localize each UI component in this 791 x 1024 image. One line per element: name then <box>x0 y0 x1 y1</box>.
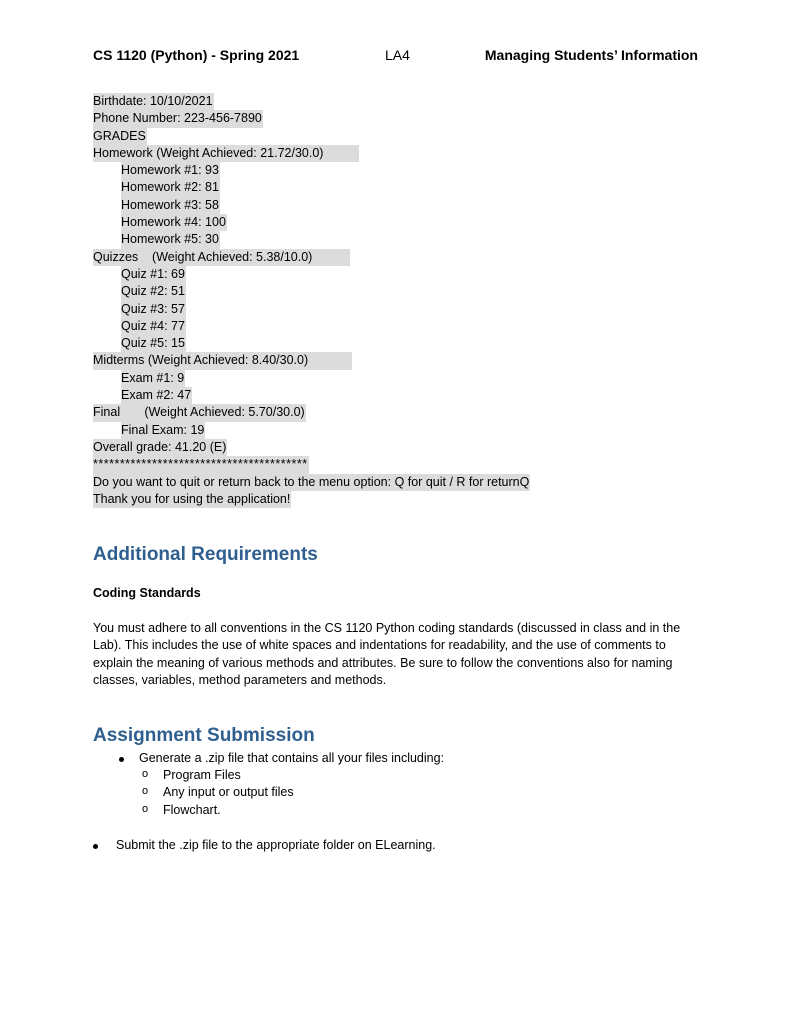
quiz-item: Quiz #5: 15 <box>121 335 186 352</box>
console-line <box>93 145 713 162</box>
console-line <box>93 318 713 335</box>
sub-item-program-files: Program Files <box>163 768 241 782</box>
homework-item: Homework #5: 30 <box>121 231 220 248</box>
additional-requirements-heading: Additional Requirements <box>93 544 318 565</box>
homework-item: Homework #4: 100 <box>121 214 227 231</box>
midterms-header: Midterms (Weight Achieved: 8.40/30.0) <box>93 352 352 369</box>
birthdate-line: Birthdate: 10/10/2021 <box>93 93 214 110</box>
console-line <box>93 370 713 387</box>
homework-item: Homework #2: 81 <box>121 179 220 196</box>
phone-line: Phone Number: 223-456-7890 <box>93 110 263 127</box>
console-line <box>93 231 713 248</box>
console-line <box>93 491 713 508</box>
grades-label: GRADES <box>93 128 147 145</box>
console-line <box>93 422 713 439</box>
bullet-icon <box>93 844 98 849</box>
console-line <box>93 110 713 127</box>
homework-item: Homework #1: 93 <box>121 162 220 179</box>
bullet-generate-zip: Generate a .zip file that contains all your files including: <box>139 751 445 765</box>
console-line <box>93 404 713 421</box>
console-line <box>93 93 713 110</box>
console-line <box>93 249 713 266</box>
circle-bullet-icon: o <box>142 803 149 815</box>
quiz-item: Quiz #4: 77 <box>121 318 186 335</box>
console-line <box>93 197 713 214</box>
quiz-item: Quiz #1: 69 <box>121 266 186 283</box>
exam-item: Exam #2: 47 <box>121 387 192 404</box>
header-assignment: LA4 <box>385 47 410 63</box>
final-header: Final (Weight Achieved: 5.70/30.0) <box>93 404 306 421</box>
sub-item-io-files: Any input or output files <box>163 785 294 799</box>
assignment-submission-heading: Assignment Submission <box>93 725 315 746</box>
thanks-line: Thank you for using the application! <box>93 491 291 508</box>
circle-bullet-icon: o <box>142 768 149 780</box>
sub-item-flowchart: Flowchart. <box>163 803 221 817</box>
console-line <box>93 335 713 352</box>
exam-item: Exam #1: 9 <box>121 370 185 387</box>
console-line <box>93 162 713 179</box>
console-line <box>93 214 713 231</box>
quizzes-header: Quizzes (Weight Achieved: 5.38/10.0) <box>93 249 350 266</box>
quit-prompt: Do you want to quit or return back to the menu option: Q for quit / R for returnQ <box>93 474 530 491</box>
console-line <box>93 266 713 283</box>
coding-standards-subheading: Coding Standards <box>93 586 201 600</box>
console-output <box>93 93 713 508</box>
console-line <box>93 301 713 318</box>
quiz-item: Quiz #2: 51 <box>121 283 186 300</box>
console-line <box>93 474 713 491</box>
quiz-item: Quiz #3: 57 <box>121 301 186 318</box>
stars-separator: **************************************** <box>93 456 309 473</box>
homework-header: Homework (Weight Achieved: 21.72/30.0) <box>93 145 359 162</box>
console-line <box>93 439 713 456</box>
console-line <box>93 456 713 473</box>
header-course: CS 1120 (Python) - Spring 2021 <box>93 47 300 63</box>
console-line <box>93 283 713 300</box>
console-line <box>93 128 713 145</box>
console-line <box>93 179 713 196</box>
bullet-submit-zip: Submit the .zip file to the appropriate folder on ELearning. <box>116 838 436 852</box>
header-title: Managing Students’ Information <box>484 47 698 63</box>
bullet-icon <box>119 757 124 762</box>
console-line <box>93 387 713 404</box>
coding-standards-paragraph: You must adhere to all conventions in the CS 1120 Python coding standards (discussed in class and in the Lab). This includes the use of white spaces and indentations for readability, and the use of comments to explain the meaning of various methods and attributes. Be sure to follow the conventions also for naming classes, variables, method parameters and methods. <box>93 621 681 687</box>
overall-grade: Overall grade: 41.20 (E) <box>93 439 227 456</box>
homework-item: Homework #3: 58 <box>121 197 220 214</box>
circle-bullet-icon: o <box>142 785 149 797</box>
console-line <box>93 352 713 369</box>
final-exam-item: Final Exam: 19 <box>121 422 205 439</box>
